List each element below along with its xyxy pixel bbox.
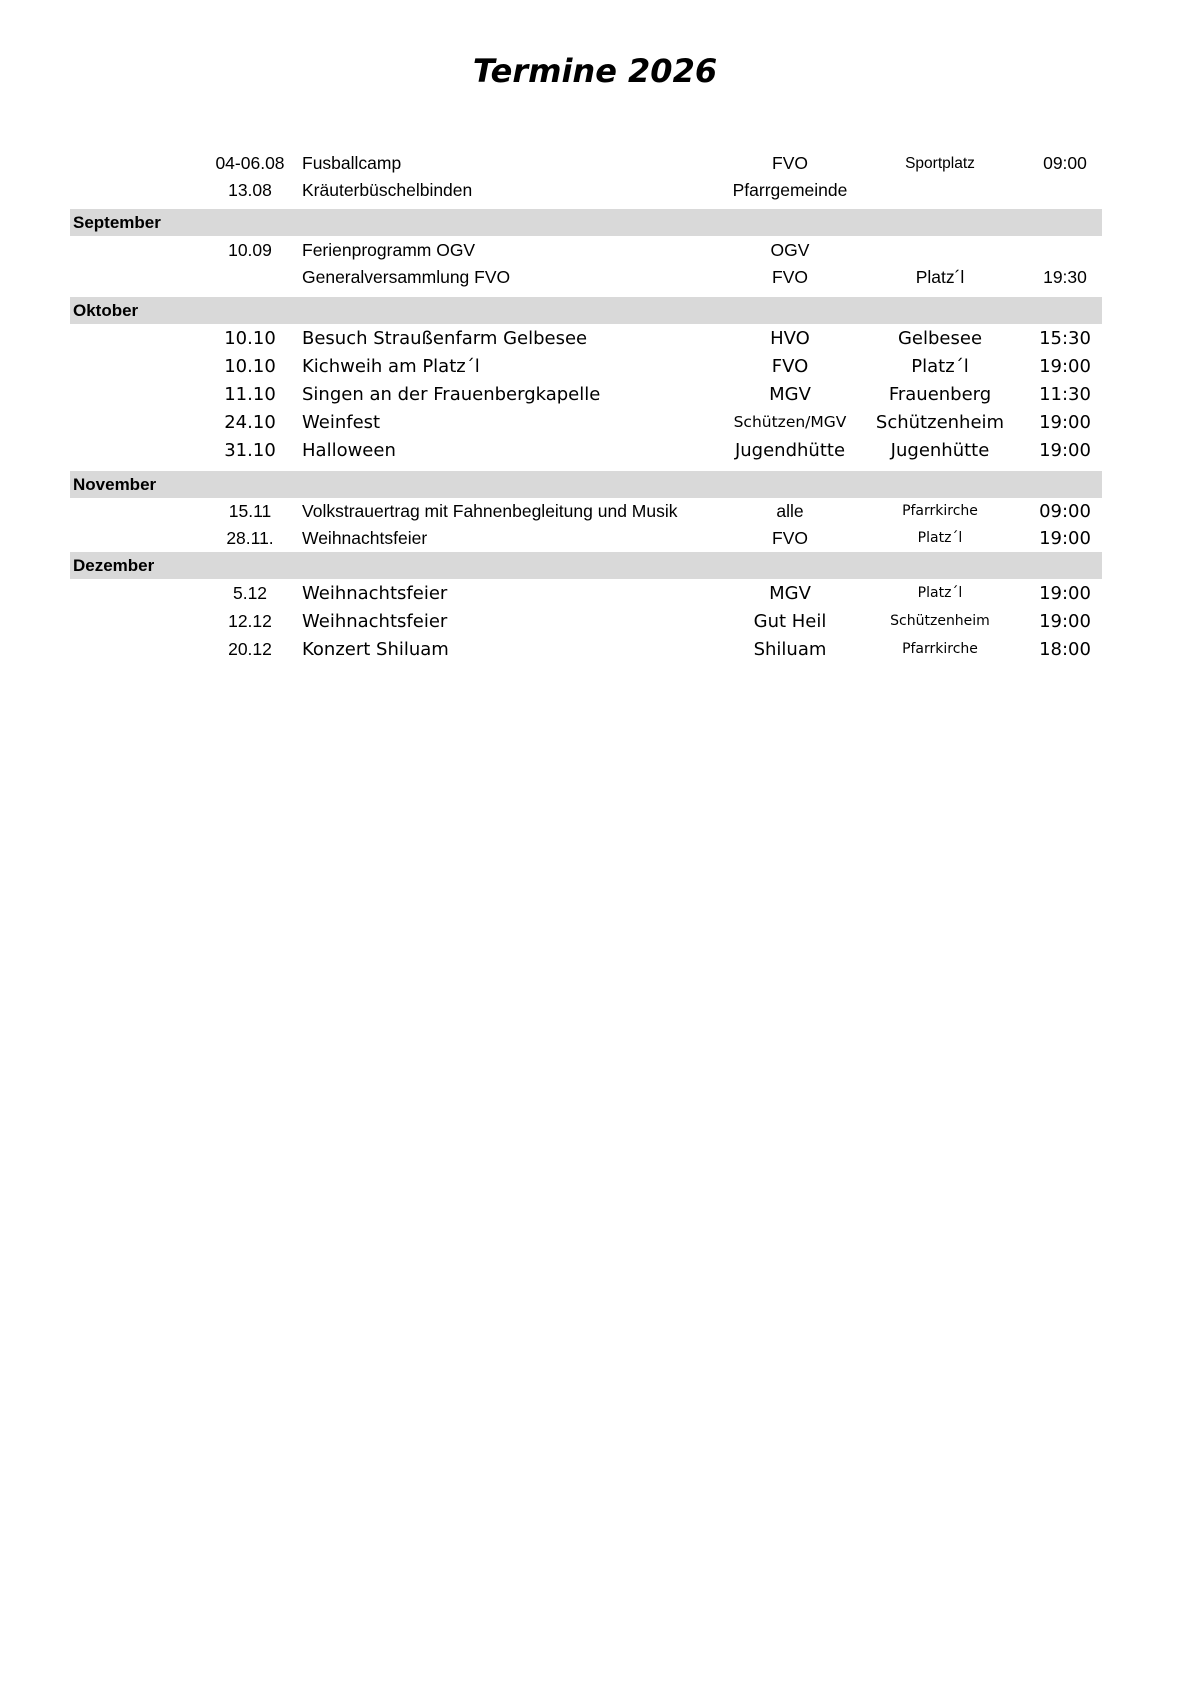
month-header bbox=[70, 471, 1102, 498]
table-row bbox=[70, 437, 1102, 464]
event-title: Weinfest bbox=[302, 412, 381, 433]
event-date: 10.09 bbox=[228, 240, 272, 260]
event-time: 18:00 bbox=[1039, 639, 1091, 660]
event-organizer: alle bbox=[776, 501, 804, 521]
event-organizer: Gut Heil bbox=[753, 611, 827, 632]
table-row bbox=[70, 636, 1102, 663]
event-title: Generalversammlung FVO bbox=[302, 267, 511, 287]
event-place: Pfarrkirche bbox=[902, 641, 978, 657]
event-place: Platz´l bbox=[911, 356, 969, 377]
event-date: 5.12 bbox=[232, 583, 268, 603]
event-time: 09:00 bbox=[1039, 501, 1091, 522]
table-row bbox=[70, 381, 1102, 408]
event-date: 24.10 bbox=[224, 412, 276, 433]
event-place: Jugenhütte bbox=[890, 440, 990, 461]
event-title: Kichweih am Platz´l bbox=[302, 356, 480, 377]
event-title: Kräuterbüschelbinden bbox=[302, 180, 473, 200]
event-time: 19:00 bbox=[1039, 412, 1091, 433]
table-row bbox=[70, 325, 1102, 352]
event-time: 19:00 bbox=[1039, 440, 1091, 461]
event-place: Sportplatz bbox=[905, 155, 975, 172]
event-place: Schützenheim bbox=[890, 613, 990, 629]
event-organizer: FVO bbox=[772, 267, 808, 287]
event-time: 19:00 bbox=[1039, 583, 1091, 604]
month-name: Dezember bbox=[73, 556, 155, 575]
event-time: 19:30 bbox=[1043, 267, 1087, 287]
event-time: 19:00 bbox=[1039, 528, 1091, 549]
event-time: 19:00 bbox=[1039, 356, 1091, 377]
event-date: 31.10 bbox=[224, 440, 276, 461]
event-time: 19:00 bbox=[1039, 611, 1091, 632]
event-date: 20.12 bbox=[228, 639, 272, 659]
event-place: Pfarrkirche bbox=[902, 503, 978, 519]
event-title: Weihnachtsfeier bbox=[302, 528, 428, 548]
event-place: Platz´l bbox=[917, 530, 963, 546]
event-time: 11:30 bbox=[1039, 384, 1091, 405]
month-name: September bbox=[73, 213, 161, 232]
table-row bbox=[70, 150, 1102, 177]
event-organizer: MGV bbox=[769, 583, 811, 604]
table-row bbox=[70, 608, 1102, 635]
table-row bbox=[70, 177, 1102, 204]
event-time bbox=[1030, 237, 1100, 264]
event-date: 10.10 bbox=[224, 328, 276, 349]
month-name: Oktober bbox=[73, 301, 139, 320]
month-header bbox=[70, 297, 1102, 324]
event-date: 28.11. bbox=[226, 528, 274, 548]
event-place: Frauenberg bbox=[888, 384, 992, 405]
event-title: Weihnachtsfeier bbox=[302, 583, 448, 604]
event-title: Besuch Straußenfarm Gelbesee bbox=[302, 328, 588, 349]
event-time bbox=[1030, 177, 1100, 204]
event-organizer: FVO bbox=[771, 356, 809, 377]
table-row bbox=[70, 353, 1102, 380]
event-organizer: Shiluam bbox=[753, 639, 827, 660]
event-organizer: FVO bbox=[772, 528, 808, 548]
event-place bbox=[870, 237, 1010, 264]
event-title: Singen an der Frauenbergkapelle bbox=[302, 384, 601, 405]
event-organizer: FVO bbox=[772, 153, 808, 173]
event-title: Konzert Shiluam bbox=[302, 639, 449, 660]
event-date: 11.10 bbox=[224, 384, 276, 405]
event-place: Platz´l bbox=[917, 585, 963, 601]
event-organizer: HVO bbox=[770, 328, 810, 349]
event-organizer: Pfarrgemeinde bbox=[732, 180, 848, 200]
month-name: November bbox=[73, 475, 157, 494]
page-title: Termine 2026 bbox=[472, 52, 718, 90]
month-header bbox=[70, 552, 1102, 579]
table-row bbox=[70, 498, 1102, 525]
event-place bbox=[870, 177, 1010, 204]
table-row bbox=[70, 580, 1102, 607]
event-organizer: MGV bbox=[769, 384, 811, 405]
event-time: 09:00 bbox=[1043, 153, 1087, 173]
event-title: Halloween bbox=[302, 440, 396, 461]
event-place: Schützenheim bbox=[875, 412, 1005, 433]
event-date: 12.12 bbox=[228, 611, 272, 631]
table-row bbox=[70, 525, 1102, 552]
table-row bbox=[70, 409, 1102, 436]
table-row bbox=[70, 237, 1102, 264]
event-organizer: OGV bbox=[770, 240, 810, 260]
event-date: 10.10 bbox=[224, 356, 276, 377]
event-title: Fusballcamp bbox=[302, 153, 402, 173]
month-header bbox=[70, 209, 1102, 236]
event-organizer: Jugendhütte bbox=[734, 440, 846, 461]
event-place: Gelbesee bbox=[897, 328, 983, 349]
event-time: 15:30 bbox=[1039, 328, 1091, 349]
event-title: Ferienprogramm OGV bbox=[302, 240, 476, 260]
table-row bbox=[70, 264, 1102, 291]
event-date bbox=[200, 264, 300, 291]
event-place: Platz´l bbox=[915, 267, 965, 287]
event-date: 13.08 bbox=[228, 180, 272, 200]
event-title: Volkstrauertrag mit Fahnenbegleitung und Musik bbox=[302, 501, 678, 521]
event-title: Weihnachtsfeier bbox=[302, 611, 448, 632]
event-organizer: Schützen/MGV bbox=[733, 413, 847, 431]
event-date: 04-06.08 bbox=[215, 153, 285, 173]
event-date: 15.11 bbox=[228, 501, 272, 521]
